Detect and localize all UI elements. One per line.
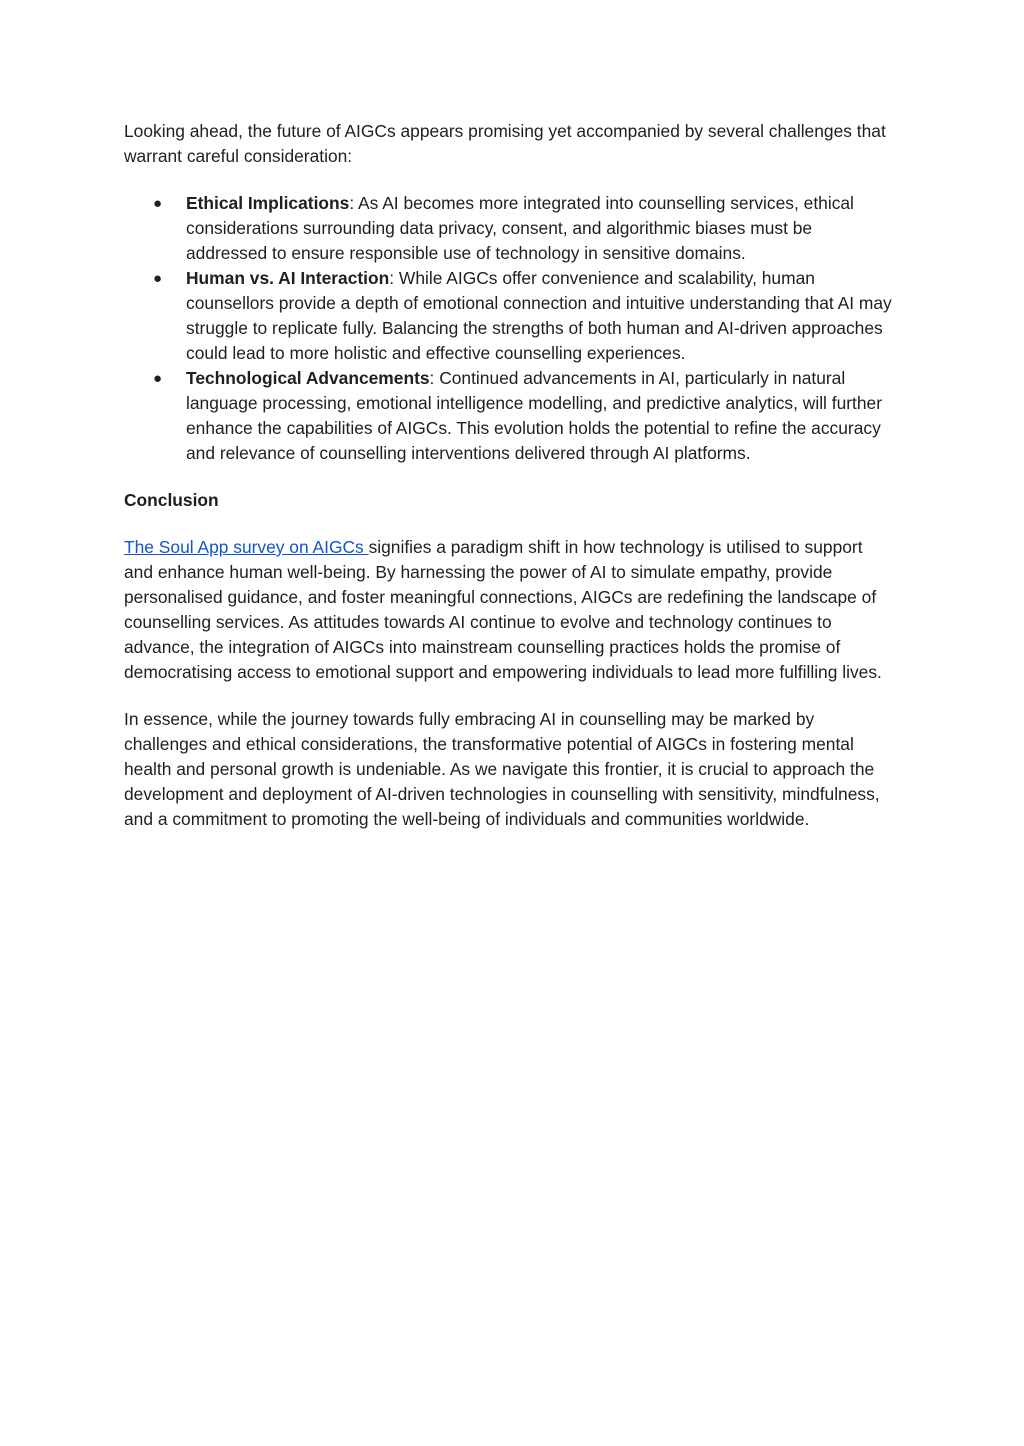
list-item-human-vs-ai (153, 266, 896, 366)
conclusion-paragraph-2: In essence, while the journey towards fully embracing AI in counselling may be marked by challenges and ethical considerations, the transformative potential of AIGCs in fostering mental health and personal growth is undeniable. As we navigate this frontier, it is crucial to approach the development and deployment of AI-driven technologies in counselling with sensitivity, mindfulness, and a commitment to promoting the well-being of individuals and communities worldwide. (124, 709, 880, 829)
challenges-list (124, 191, 896, 466)
list-item-text: : Continued advancements in AI, particularly in natural language processing, emotional intelligence modelling, and predictive analytics, will further enhance the capabilities of AIGCs. This evolution holds the potential to refine the accuracy and relevance of counselling interventions delivered through AI platforms. (186, 368, 883, 463)
list-item-text: : While AIGCs offer convenience and scalability, human counsellors provide a depth of emotional connection and intuitive understanding that AI may struggle to replicate fully. Balancing the strengths of both human and AI-driven approaches could lead to more holistic and effective counselling experiences. (186, 268, 892, 363)
list-item-term: Ethical Implications (186, 193, 350, 213)
conclusion-paragraph-1-text: signifies a paradigm shift in how technology is utilised to support and enhance human well-being. By harnessing the power of AI to simulate empathy, provide personalised guidance, and foster meaningful connections, AIGCs are redefining the landscape of counselling services. As attitudes towards AI continue to evolve and technology continues to advance, the integration of AIGCs into mainstream counselling practices holds the promise of democratising access to emotional support and empowering individuals to lead more fulfilling lives. (124, 537, 882, 682)
bullet-icon: ● (153, 270, 163, 287)
conclusion-paragraph-1 (124, 535, 896, 685)
intro-paragraph: Looking ahead, the future of AIGCs appears promising yet accompanied by several challenges that warrant careful consideration: (124, 121, 886, 166)
list-item-term: Human vs. AI Interaction (186, 268, 390, 288)
list-item-ethical-implications (153, 191, 896, 266)
list-item-text: : As AI becomes more integrated into counselling services, ethical considerations surrounding data privacy, consent, and algorithmic biases must be addressed to ensure responsible use of technology in sensitive domains. (186, 193, 854, 263)
bullet-icon: ● (153, 370, 163, 387)
list-item-term: Technological Advancements (186, 368, 430, 388)
soul-app-survey-link[interactable]: The Soul App survey on AIGCs (124, 537, 369, 557)
document-page (124, 119, 896, 854)
bullet-icon: ● (153, 195, 163, 212)
conclusion-heading: Conclusion (124, 490, 219, 510)
list-item-technological-advancements (153, 366, 896, 466)
